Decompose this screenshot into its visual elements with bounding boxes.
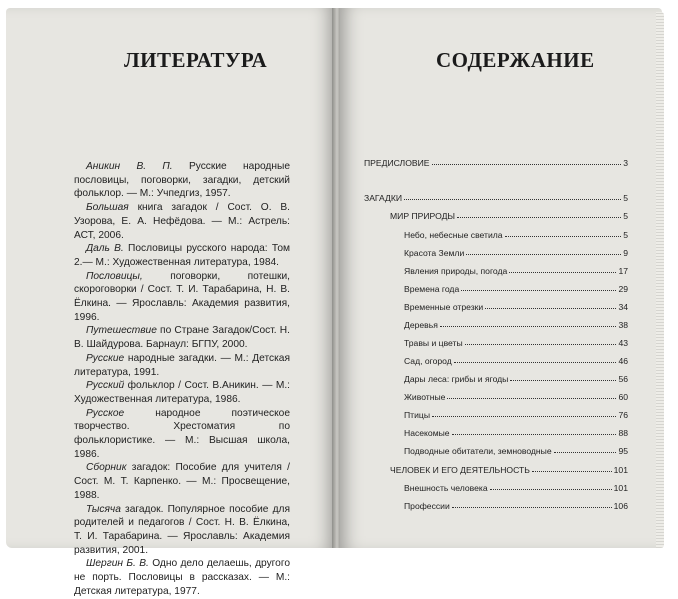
toc-entry	[404, 316, 628, 330]
toc-dot-leader	[461, 290, 616, 291]
toc-entry	[404, 370, 628, 384]
toc-dot-leader	[485, 308, 616, 309]
toc-dot-leader	[457, 217, 621, 218]
toc-entry	[404, 298, 628, 312]
toc-entry-page: 76	[618, 410, 628, 420]
bibliography-text: народные загадки. — М.: Детская литература, 1991.	[74, 352, 290, 378]
toc-entry	[404, 388, 628, 402]
bibliography-author: Путешествие	[86, 325, 157, 337]
toc-dot-leader	[404, 199, 621, 200]
bibliography-author: Даль В.	[86, 243, 124, 255]
right-page	[340, 8, 662, 548]
toc-entry	[404, 497, 628, 511]
toc-entry-page: 9	[623, 248, 628, 258]
toc-entry	[364, 189, 628, 203]
toc-entry-label: Явления природы, погода	[404, 266, 508, 276]
toc-entry-label: Профессии	[404, 501, 450, 511]
toc-entry-page: 5	[623, 230, 628, 240]
bibliography-author: Шергин Б. В.	[86, 558, 149, 570]
bibliography-author: Большая	[86, 202, 129, 214]
toc-entry	[404, 226, 628, 240]
bibliography-text: Одно дело делаешь, другого не порть. Пословицы в рассказах. — М.: Детская литература, 1977.	[74, 558, 290, 597]
toc-entry-page: 101	[613, 465, 628, 475]
toc-entry	[404, 442, 628, 456]
bibliography-text: Русские народные пословицы, поговорки, загадки, детский фольклор. — М.: Учпедгиз, 1957.	[74, 161, 290, 200]
toc-entry-page: 17	[618, 266, 628, 276]
toc-dot-leader	[452, 434, 617, 435]
toc-entry	[364, 154, 628, 168]
toc-dot-leader	[452, 507, 612, 508]
bibliography-entry	[74, 461, 290, 502]
bibliography-text: поговорки, потешки, скороговорки / Сост. Т. И. Тарабарина, Н. В. Ёлкина. — Ярославль: Академия развития, 1996.	[74, 270, 290, 323]
bibliography-entry	[74, 201, 290, 242]
bibliography-list	[74, 160, 290, 599]
toc-entry-page: 106	[613, 501, 628, 511]
toc-dot-leader	[454, 362, 617, 363]
toc-entry-page: 5	[623, 193, 628, 203]
toc-dot-leader	[554, 452, 617, 453]
toc-entry	[390, 461, 628, 475]
bibliography-author: Пословицы,	[86, 270, 143, 282]
toc-entry-page: 60	[618, 392, 628, 402]
bibliography-text: Пословицы русского народа: Том 2.— М.: Художественная литература, 1984.	[74, 243, 290, 268]
toc-entry-page: 56	[618, 374, 628, 384]
toc-entry	[404, 424, 628, 438]
toc-entry-page: 88	[618, 428, 628, 438]
bibliography-text: народное поэтическое творчество. Хрестоматия по фольклористике. — М.: Высшая школа, 1986.	[74, 407, 290, 460]
toc-entry-label: Животные	[404, 392, 446, 402]
toc-dot-leader	[447, 398, 616, 399]
bibliography-author: Русский	[86, 380, 125, 392]
toc-dot-leader	[466, 254, 621, 255]
toc-entry-page: 43	[618, 338, 628, 348]
bibliography-author: Русские	[86, 352, 125, 364]
left-page	[6, 8, 334, 597]
toc-dot-leader	[490, 489, 612, 490]
bibliography-text: по Стране Загадок/Сост. Н. В. Шайдурова. Барнаул: БГПУ, 2000.	[74, 325, 290, 351]
bibliography-author: Русское	[86, 407, 125, 419]
toc-entry-label: ЗАГАДКИ	[364, 193, 403, 203]
toc-entry	[404, 334, 628, 348]
bibliography-entry	[74, 352, 290, 379]
toc-entry-page: 38	[618, 320, 628, 330]
toc-dot-leader	[440, 326, 617, 327]
toc-dot-leader	[432, 164, 622, 165]
toc-entry-label: Времена года	[404, 284, 460, 294]
toc-entry-page: 34	[618, 302, 628, 312]
toc-dot-leader	[509, 272, 616, 273]
toc-dot-leader	[532, 471, 612, 472]
bibliography-author: Тысяча	[86, 503, 121, 515]
toc-entry-label: Внешность человека	[404, 483, 488, 493]
toc-entry-page: 101	[613, 483, 628, 493]
toc-entry-label: Временные отрезки	[404, 302, 484, 312]
toc-entry-label: Красота Земли	[404, 248, 465, 258]
toc-entry-label: Насекомые	[404, 428, 450, 438]
toc-entry	[390, 207, 628, 221]
toc-entry	[404, 479, 628, 493]
bibliography-entry	[74, 324, 290, 351]
bibliography-entry	[74, 407, 290, 462]
toc-entry-label: Птицы	[404, 410, 431, 420]
bibliography-entry	[74, 557, 290, 598]
toc-entry-label: Сад, огород	[404, 356, 452, 366]
toc-dot-leader	[432, 416, 616, 417]
toc-entry-page: 5	[623, 211, 628, 221]
toc-entry-label: МИР ПРИРОДЫ	[390, 211, 456, 221]
bibliography-entry	[74, 503, 290, 558]
toc-entry-label: ЧЕЛОВЕК И ЕГО ДЕЯТЕЛЬНОСТЬ	[390, 465, 530, 475]
bibliography-text: загадок. Популярное пособие для родителей и педагогов / Сост. Н. В. Ёлкина, Т. И. Тарабарина. — Ярославль: Академия развития, 2001.	[74, 503, 290, 556]
toc-dot-leader	[510, 380, 616, 381]
bibliography-entry	[74, 270, 290, 325]
toc-entry-label: Подводные обитатели, земноводные	[404, 446, 552, 456]
page-title-literature: ЛИТЕРАТУРА	[124, 48, 268, 72]
toc-entry-page: 95	[618, 446, 628, 456]
page-edges	[656, 12, 664, 548]
bibliography-author: Аникин В. П.	[86, 161, 173, 172]
toc-entry-label: ПРЕДИСЛОВИЕ	[364, 158, 430, 168]
bibliography-text: загадок: Пособие для учителя / Сост. М. Т. Карпенко. — М.: Просвещение, 1988.	[74, 462, 290, 501]
open-book	[6, 8, 668, 597]
toc-entry-page: 29	[618, 284, 628, 294]
toc-entry	[404, 406, 628, 420]
toc-entry-page: 3	[623, 158, 628, 168]
toc-dot-leader	[465, 344, 617, 345]
toc-entry	[404, 352, 628, 366]
toc-entry-label: Деревья	[404, 320, 438, 330]
bibliography-text: книга загадок / Сост. О. В. Узорова, Е. А. Нефёдова. — М.: Астрель: АСТ, 2006.	[74, 202, 290, 241]
toc-dot-leader	[505, 236, 622, 237]
bibliography-author: Сборник	[86, 462, 127, 474]
toc-entry-label: Травы и цветы	[404, 338, 463, 348]
toc-entry	[404, 262, 628, 276]
toc-entry	[404, 244, 628, 258]
bibliography-text: фольклор / Сост. В.Аникин. — М.: Художественная литература, 1986.	[74, 380, 290, 405]
bibliography-entry	[74, 242, 290, 269]
toc-entry-label: Небо, небесные светила	[404, 230, 503, 240]
bibliography-entry	[74, 160, 290, 201]
toc-entry-label: Дары леса: грибы и ягоды	[404, 374, 509, 384]
bibliography-entry	[74, 379, 290, 406]
toc-entry	[404, 280, 628, 294]
toc-entry-page: 46	[618, 356, 628, 366]
page-title-contents: СОДЕРЖАНИЕ	[436, 48, 595, 72]
